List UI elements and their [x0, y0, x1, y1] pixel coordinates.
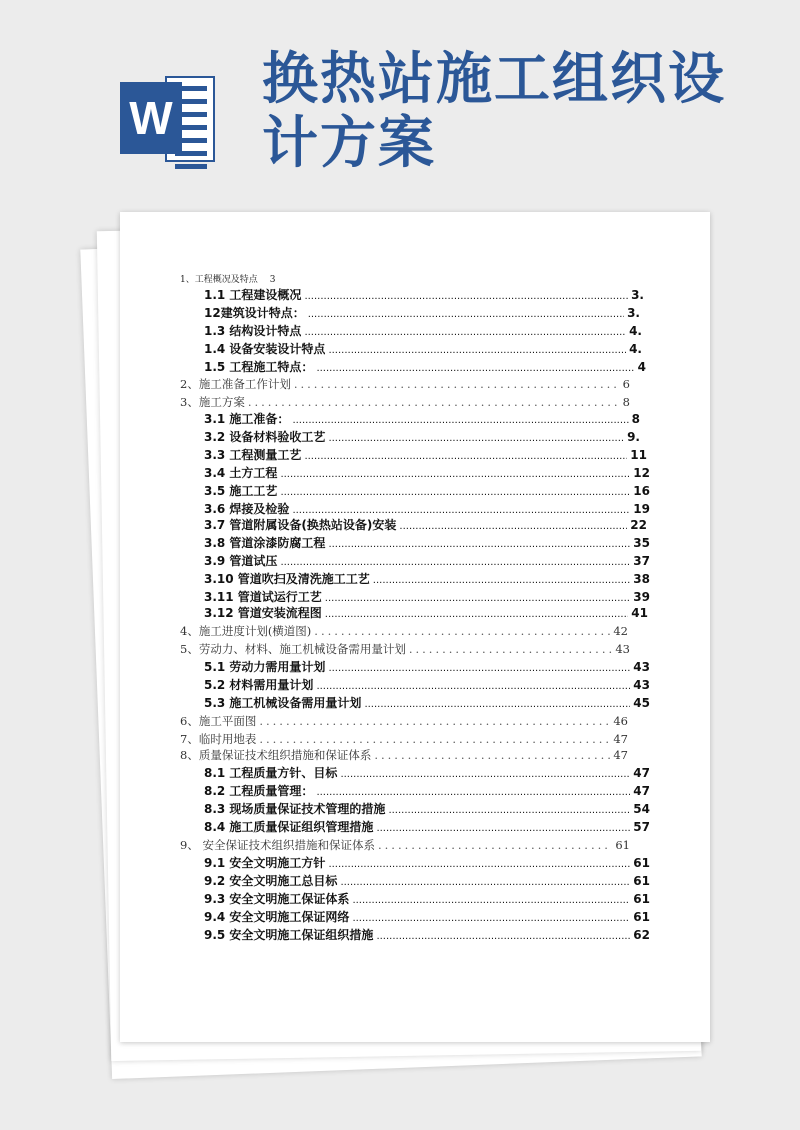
toc-entry[interactable]: [204, 874, 650, 888]
toc-dot-leader: [388, 805, 630, 816]
toc-dot-leader: [328, 433, 624, 444]
toc-dot-leader: [294, 377, 620, 391]
toc-page-number: 37: [633, 554, 650, 568]
toc-entry-label: 1.4 设备安装设计特点: [204, 342, 326, 356]
banner: [0, 0, 800, 200]
toc-page-number: 61: [633, 892, 650, 906]
toc-page-number: 47: [633, 766, 650, 780]
toc-entry[interactable]: [204, 696, 650, 710]
toc-entry[interactable]: [204, 572, 650, 586]
toc-entry-label: 3.6 焊接及检验: [204, 502, 290, 516]
toc-entry-label: 3.10 管道吹扫及清洗施工工艺: [204, 572, 370, 586]
toc-page-number: 16: [633, 484, 650, 498]
toc-dot-leader: [340, 877, 630, 888]
toc-page-number: 3.: [627, 306, 640, 320]
toc-page-number: 43: [633, 678, 650, 692]
word-letter-tile: W: [120, 82, 182, 154]
toc-entry[interactable]: [204, 360, 646, 374]
toc-entry-label: 5.3 施工机械设备需用量计划: [204, 696, 362, 710]
toc-page-number: 19: [633, 502, 650, 516]
toc-entry[interactable]: [204, 766, 650, 780]
toc-page-number: 62: [633, 928, 650, 942]
toc-dot-leader: [376, 823, 630, 834]
toc-page-number: 6: [622, 377, 630, 391]
toc-entry-label: 4、施工进度计划(横道图): [180, 624, 312, 638]
toc-dot-leader: [364, 699, 630, 710]
toc-entry-label: 3.1 施工准备：: [204, 412, 290, 426]
toc-dot-leader: [259, 732, 610, 746]
toc-entry[interactable]: [204, 554, 650, 568]
toc-entry[interactable]: [180, 395, 630, 409]
toc-page-number: 42: [613, 624, 628, 638]
toc-page-number: 61: [633, 856, 650, 870]
toc-entry[interactable]: [204, 928, 650, 942]
toc-entry[interactable]: [180, 748, 628, 762]
toc-dot-leader: [376, 931, 630, 942]
toc-entry[interactable]: [180, 377, 630, 391]
toc-page-number: 4.: [629, 324, 642, 338]
toc-entry-label: 8.3 现场质量保证技术管理的措施: [204, 802, 386, 816]
toc-entry-label: 5.1 劳动力需用量计划: [204, 660, 326, 674]
toc-dot-leader: [259, 714, 610, 728]
toc-dot-leader: [316, 363, 634, 374]
toc-entry-label: 9.3 安全文明施工保证体系: [204, 892, 350, 906]
toc-page-number: 12: [633, 466, 650, 480]
toc-entry[interactable]: [204, 784, 650, 798]
toc-entry[interactable]: [180, 624, 628, 638]
toc-entry[interactable]: [180, 714, 628, 728]
toc-page-number: 41: [631, 606, 648, 620]
toc-entry-label: 1.1 工程建设概况: [204, 288, 302, 302]
toc-page-number: 47: [633, 784, 650, 798]
toc-page-number: 43: [615, 642, 630, 656]
toc-entry[interactable]: [204, 430, 640, 444]
toc-entry[interactable]: [180, 732, 628, 746]
toc-entry-label: 3.5 施工工艺: [204, 484, 278, 498]
toc-entry[interactable]: [204, 678, 650, 692]
toc-dot-leader: [325, 593, 631, 604]
toc-dot-leader: [308, 309, 624, 320]
toc-entry-label: 3.2 设备材料验收工艺: [204, 430, 326, 444]
toc-dot-leader: [340, 769, 630, 780]
toc-page-number: 35: [633, 536, 650, 550]
toc-page-number: 47: [613, 748, 628, 762]
toc-page-number: 3: [269, 275, 276, 285]
toc-page-number: 4: [637, 360, 646, 374]
toc-entry-label: 5.2 材料需用量计划: [204, 678, 314, 692]
toc-page-number: 61: [615, 838, 630, 852]
toc-dot-leader: [325, 609, 629, 620]
toc-dot-leader: [409, 642, 613, 656]
toc-entry[interactable]: [204, 412, 640, 426]
toc-entry-label: 12建筑设计特点：: [204, 306, 305, 320]
toc-page-number: 9.: [627, 430, 640, 444]
toc-entry[interactable]: [204, 466, 650, 480]
toc-dot-leader: [280, 487, 630, 498]
toc-entry-label: 1.3 结构设计特点: [204, 324, 302, 338]
toc-dot-leader: [316, 787, 630, 798]
toc-entry-label: 9.2 安全文明施工总目标: [204, 874, 338, 888]
toc-dot-leader: [399, 521, 627, 532]
toc-entry-label: 9、 安全保证技术组织措施和保证体系: [180, 838, 375, 852]
toc-page-number: 38: [633, 572, 650, 586]
toc-dot-leader: [373, 575, 631, 586]
toc-entry[interactable]: [204, 802, 650, 816]
toc-dot-leader: [304, 451, 627, 462]
word-document-icon: [120, 68, 220, 168]
toc-entry-label: 8、质量保证技术组织措施和保证体系: [180, 748, 372, 762]
toc-entry-label: 9.4 安全文明施工保证网络: [204, 910, 350, 924]
toc-entry-label: 9.5 安全文明施工保证组织措施: [204, 928, 374, 942]
toc-entry-label: 3、施工方案: [180, 395, 245, 409]
toc-entry[interactable]: [204, 324, 642, 338]
toc-entry[interactable]: [204, 484, 650, 498]
toc-entry[interactable]: [204, 448, 647, 462]
toc-entry[interactable]: [204, 820, 650, 834]
toc-dot-leader: [280, 469, 630, 480]
toc-entry[interactable]: [180, 838, 630, 852]
document-page: [120, 212, 710, 1042]
toc-entry[interactable]: [204, 606, 648, 620]
toc-dot-leader: [292, 415, 628, 426]
toc-dot-leader: [352, 913, 630, 924]
toc-dot-leader: [304, 327, 626, 338]
toc-page-number: 4.: [629, 342, 642, 356]
toc-entry-label: 8.4 施工质量保证组织管理措施: [204, 820, 374, 834]
toc-dot-leader: [328, 859, 630, 870]
toc-entry-label: 8.1 工程质量方针、目标: [204, 766, 338, 780]
page-title: 换热站施工组织设计方案: [262, 47, 726, 176]
toc-entry-label: 3.3 工程测量工艺: [204, 448, 302, 462]
toc-entry[interactable]: [204, 502, 650, 516]
toc-entry[interactable]: [180, 642, 630, 656]
toc-page-number: 57: [633, 820, 650, 834]
toc-entry[interactable]: [204, 590, 650, 604]
toc-page-number: 8: [631, 412, 640, 426]
toc-dot-leader: [314, 624, 610, 638]
toc-dot-leader: [316, 681, 630, 692]
toc-page-number: 43: [633, 660, 650, 674]
toc-page-number: 22: [630, 518, 647, 532]
toc-page-number: 11: [630, 448, 647, 462]
toc-page-number: 8: [622, 395, 630, 409]
toc-page-number: 47: [613, 732, 628, 746]
toc-entry-label: 1.5 工程施工特点：: [204, 360, 314, 374]
toc-dot-leader: [378, 838, 612, 852]
toc-dot-leader: [328, 345, 626, 356]
toc-entry-label: 2、施工准备工作计划: [180, 377, 291, 391]
toc-entry-label: 3.7 管道附属设备(换热站设备)安装: [204, 518, 397, 532]
toc-entry[interactable]: [204, 306, 640, 320]
toc-entry[interactable]: [204, 288, 644, 302]
toc-page-number: 46: [613, 714, 628, 728]
toc-dot-leader: [248, 395, 620, 409]
toc-dot-leader: [328, 539, 630, 550]
toc-entry-label: 5、劳动力、材料、施工机械设备需用量计划: [180, 642, 406, 656]
toc-entry[interactable]: [204, 536, 650, 550]
toc-entry[interactable]: [204, 856, 650, 870]
toc-dot-leader: [292, 505, 630, 516]
toc-entry[interactable]: [180, 274, 300, 286]
toc-page-number: 61: [633, 910, 650, 924]
toc-page-number: 54: [633, 802, 650, 816]
toc-entry-label: 6、施工平面图: [180, 714, 257, 728]
toc-entry-label: 7、临时用地表: [180, 732, 257, 746]
toc-page-number: 3.: [631, 288, 644, 302]
toc-entry-label: 3.8 管道涂漆防腐工程: [204, 536, 326, 550]
toc-entry[interactable]: [204, 342, 642, 356]
toc-page-number: 39: [633, 590, 650, 604]
toc-dot-leader: [280, 557, 630, 568]
toc-entry-label: 3.9 管道试压: [204, 554, 278, 568]
toc-entry-label: 9.1 安全文明施工方针: [204, 856, 326, 870]
toc-entry[interactable]: [204, 910, 650, 924]
toc-dot-leader: [328, 663, 630, 674]
toc-dot-leader: [374, 748, 610, 762]
toc-entry[interactable]: [204, 892, 650, 906]
toc-entry-label: 1、工程概况及特点: [180, 275, 258, 285]
toc-entry-label: 3.4 土方工程: [204, 466, 278, 480]
toc-dot-leader: [304, 291, 628, 302]
toc-entry[interactable]: [204, 518, 647, 532]
toc-page-number: 45: [633, 696, 650, 710]
toc-dot-leader: [352, 895, 630, 906]
toc-entry-label: 3.12 管道安装流程图: [204, 606, 322, 620]
toc-entry-label: 8.2 工程质量管理：: [204, 784, 314, 798]
toc-page-number: 61: [633, 874, 650, 888]
toc-entry[interactable]: [204, 660, 650, 674]
toc-entry-label: 3.11 管道试运行工艺: [204, 590, 322, 604]
